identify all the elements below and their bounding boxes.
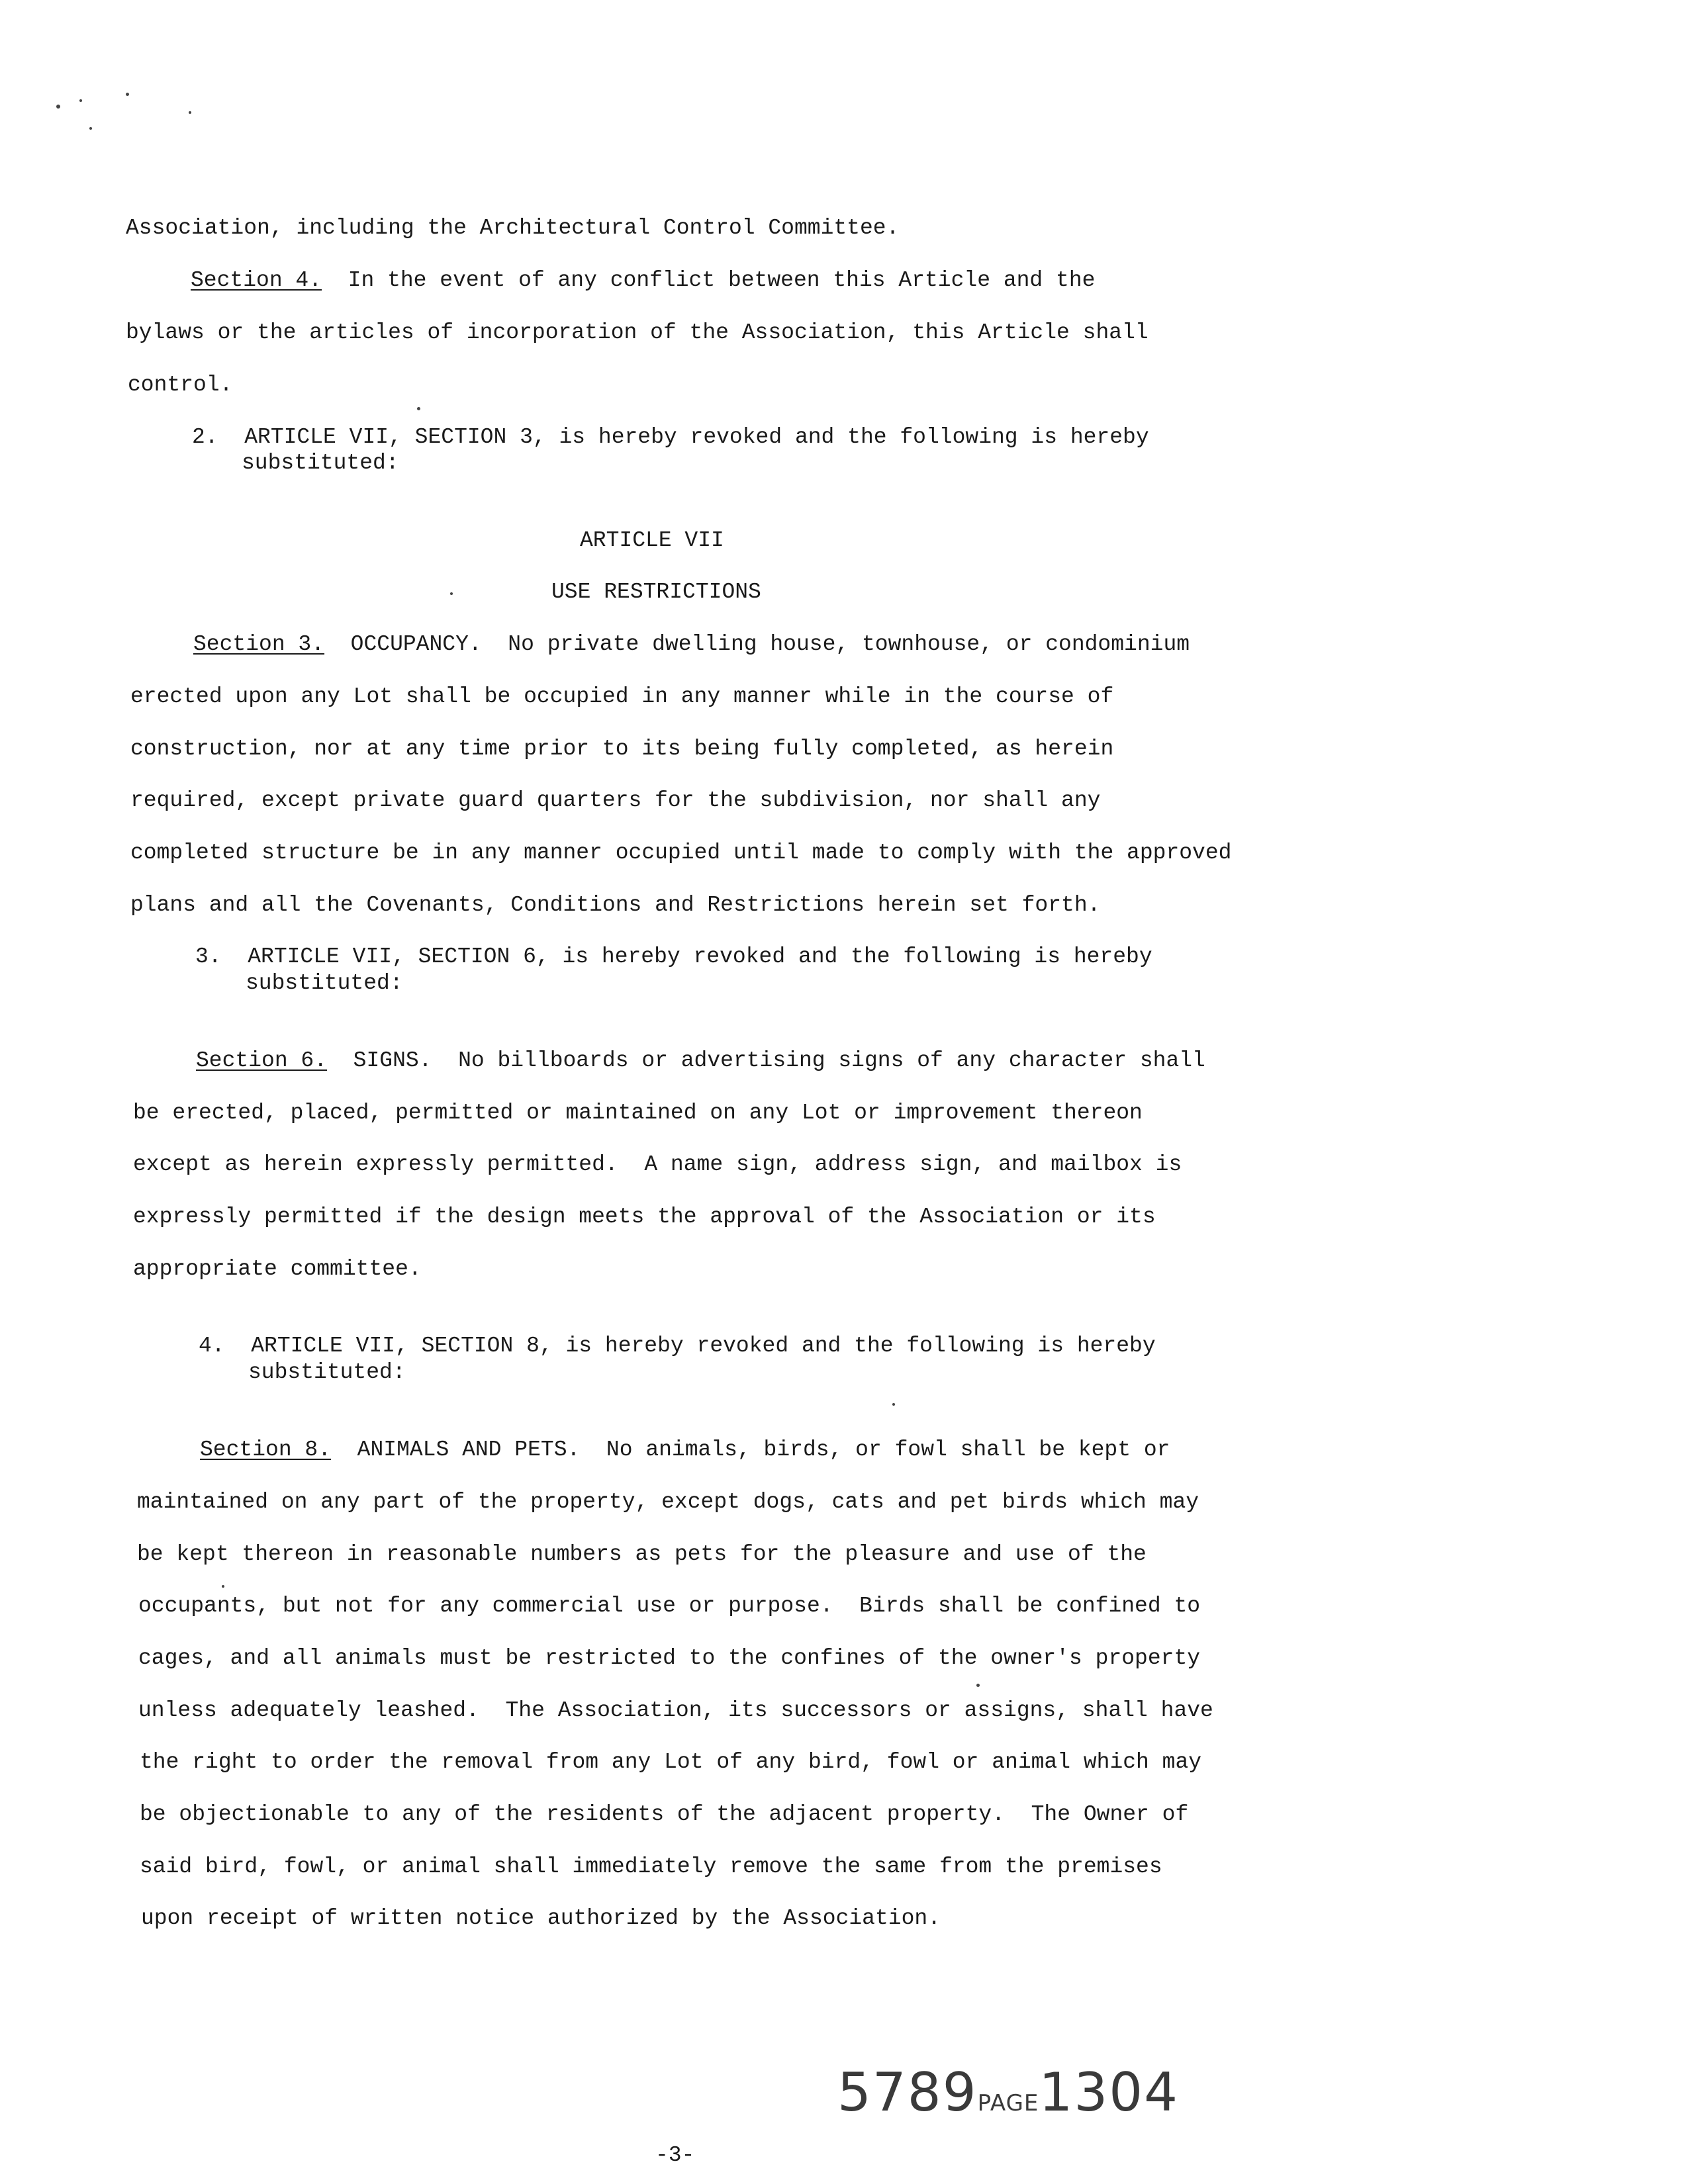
item-3-line-1: 3. ARTICLE VII, SECTION 6, is hereby revoked and the following is hereby <box>195 944 1152 969</box>
section-6-paragraph-start <box>196 1048 1205 1074</box>
stamp-page-number: 1304 <box>1039 2062 1180 2123</box>
section-3-paragraph-start <box>193 631 1190 658</box>
page-number: -3- <box>655 2143 695 2167</box>
scan-speck <box>79 99 82 102</box>
scan-speck <box>450 592 453 595</box>
scan-speck <box>89 127 92 130</box>
line-30: said bird, fowl, or animal shall immediately remove the same from the premises <box>140 1854 1162 1879</box>
line-23: maintained on any part of the property, except dogs, cats and pet birds which may <box>137 1490 1199 1514</box>
section-8-paragraph-start <box>200 1437 1170 1463</box>
section-4-paragraph-start <box>191 267 1095 294</box>
line-4: control. <box>128 373 233 397</box>
stamp-book-number: 5789 <box>837 2062 978 2123</box>
line-24: be kept thereon in reasonable numbers as pets for the pleasure and use of the <box>137 1542 1147 1567</box>
line-28: the right to order the removal from any Lot of any bird, fowl or animal which may <box>140 1750 1202 1774</box>
scan-speck <box>222 1585 224 1588</box>
scan-speck <box>189 111 191 114</box>
item-2-line-1: 2. ARTICLE VII, SECTION 3, is hereby revoked and the following is hereby <box>192 425 1149 449</box>
line-11: completed structure be in any manner occupied until made to comply with the approved <box>130 841 1232 865</box>
scan-speck <box>417 407 420 410</box>
stamp-page-word: PAGE <box>977 2090 1039 2116</box>
scan-speck <box>56 105 60 109</box>
line-12: plans and all the Covenants, Conditions and Restrictions herein set forth. <box>130 893 1101 917</box>
line-10: required, except private guard quarters for the subdivision, nor shall any <box>130 788 1101 813</box>
line-9: construction, nor at any time prior to its being fully completed, as herein <box>130 737 1114 761</box>
use-restrictions-heading: USE RESTRICTIONS <box>551 580 761 604</box>
section-6-text: SIGNS. No billboards or advertising signs of any character shall <box>327 1048 1205 1073</box>
line-29: be objectionable to any of the residents of the adjacent property. The Owner of <box>140 1802 1189 1827</box>
scan-speck <box>976 1684 980 1687</box>
section-4-text: In the event of any conflict between this Article and the <box>322 268 1096 293</box>
item-2-line-2: substituted: <box>242 451 399 475</box>
scan-speck <box>892 1403 895 1406</box>
section-6-heading: Section 6. <box>196 1048 328 1073</box>
line-16: be erected, placed, permitted or maintained on any Lot or improvement thereon <box>133 1101 1143 1125</box>
line-26: cages, and all animals must be restricted to the confines of the owner's property <box>138 1646 1201 1670</box>
section-3-text: OCCUPANCY. No private dwelling house, townhouse, or condominium <box>324 632 1190 657</box>
line-1: Association, including the Architectural Control Committee. <box>126 216 900 240</box>
line-19: appropriate committee. <box>133 1257 422 1281</box>
section-4-heading: Section 4. <box>191 268 322 293</box>
line-25: occupants, but not for any commercial use or purpose. Birds shall be confined to <box>138 1594 1201 1618</box>
item-3-line-2: substituted: <box>246 971 403 995</box>
section-8-heading: Section 8. <box>200 1437 332 1462</box>
section-3-heading: Section 3. <box>193 632 325 657</box>
line-18: expressly permitted if the design meets the approval of the Association or its <box>133 1205 1156 1229</box>
item-4-line-2: substituted: <box>248 1360 406 1385</box>
item-4-line-1: 4. ARTICLE VII, SECTION 8, is hereby revoked and the following is hereby <box>199 1334 1156 1358</box>
book-page-stamp <box>837 2062 1179 2123</box>
section-8-text: ANIMALS AND PETS. No animals, birds, or fowl shall be kept or <box>331 1437 1170 1462</box>
line-17: except as herein expressly permitted. A name sign, address sign, and mailbox is <box>133 1152 1182 1177</box>
article-heading: ARTICLE VII <box>580 528 724 553</box>
line-8: erected upon any Lot shall be occupied in any manner while in the course of <box>130 684 1114 709</box>
line-27: unless adequately leashed. The Association, its successors or assigns, shall have <box>138 1698 1213 1723</box>
line-3: bylaws or the articles of incorporation of the Association, this Article shall <box>126 320 1149 345</box>
line-31: upon receipt of written notice authorized by the Association. <box>141 1906 941 1931</box>
scan-speck <box>126 93 129 96</box>
